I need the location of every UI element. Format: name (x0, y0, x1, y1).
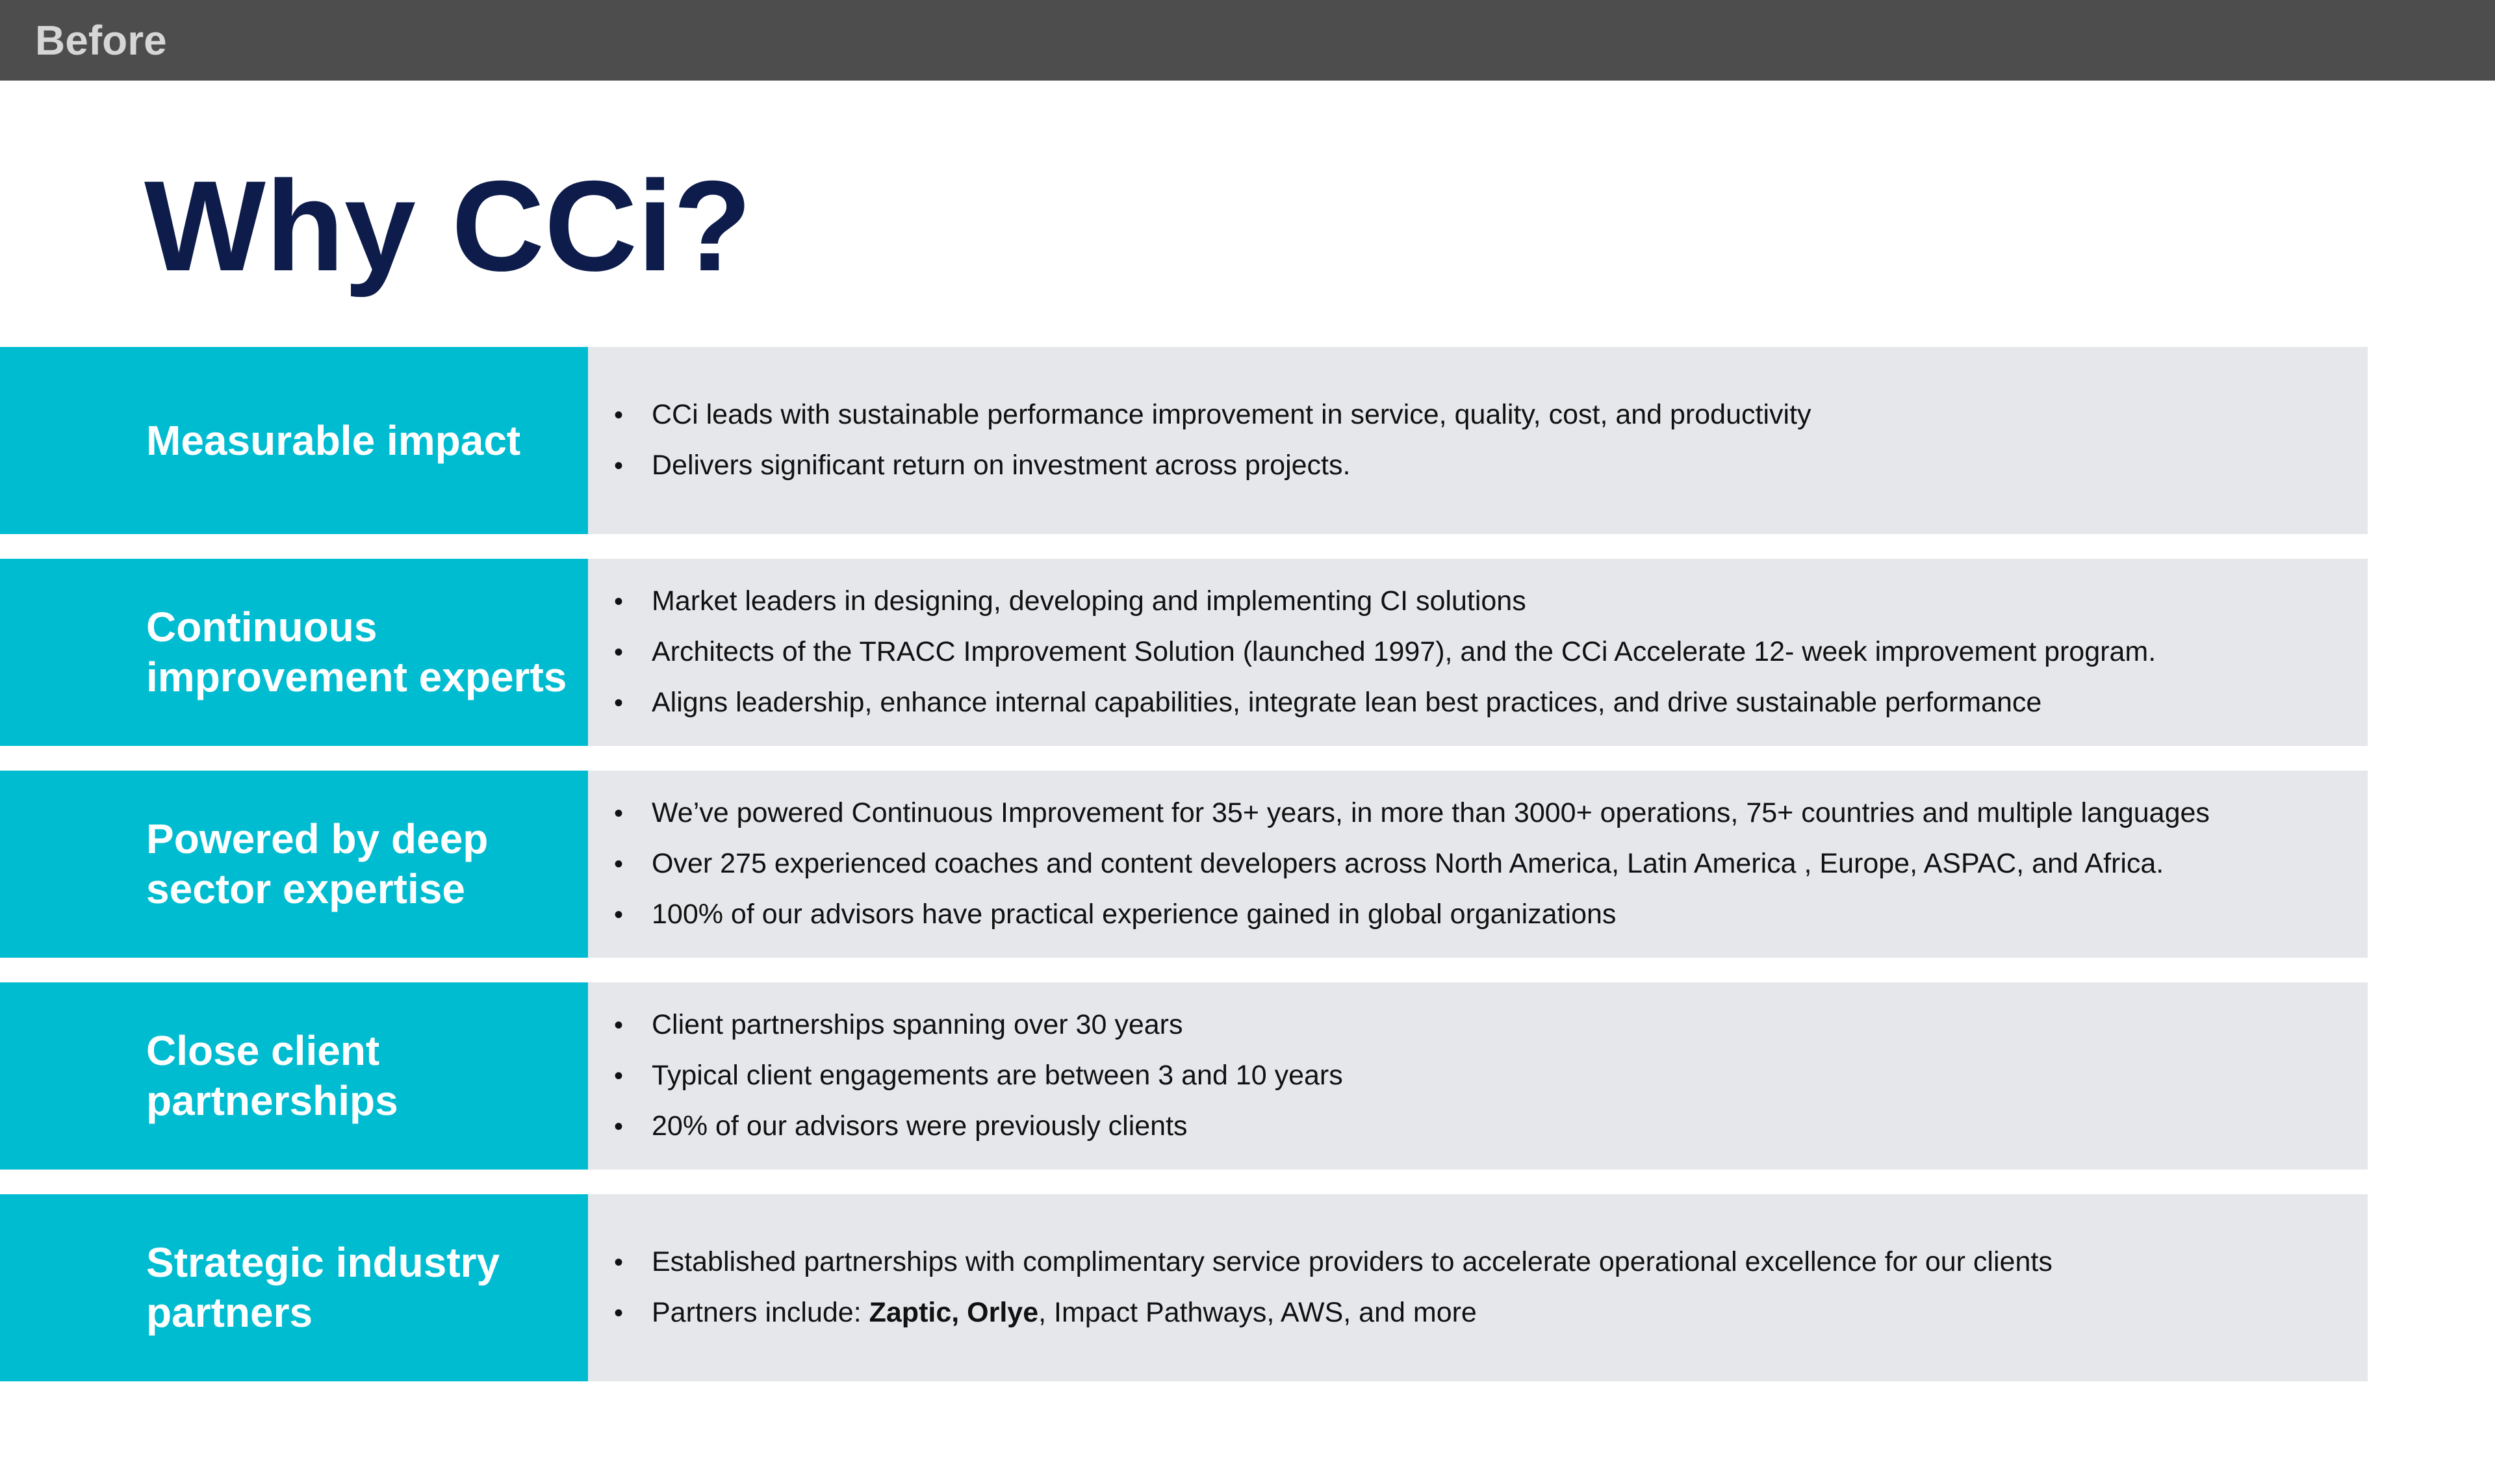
partners-prefix: Partners include: (652, 1297, 869, 1328)
row-close-client-partnerships (0, 982, 2368, 1170)
bullet-icon: • (614, 638, 624, 667)
row-label-box (0, 559, 588, 746)
list-item (614, 627, 2368, 678)
list-item (614, 576, 2368, 627)
list-item (614, 1000, 2368, 1051)
list-item (614, 1237, 2368, 1288)
list-item-text (652, 1288, 1477, 1338)
row-label: Continuous improvement experts (146, 604, 567, 700)
row-content (588, 1194, 2368, 1381)
page-title: Why CCi? (144, 154, 752, 298)
list-item (614, 788, 2368, 839)
list-item-text: Delivers significant return on investment across projects. (652, 450, 1351, 481)
row-strategic-industry-partners (0, 1194, 2368, 1381)
row-content (588, 559, 2368, 746)
row-continuous-improvement-experts (0, 559, 2368, 746)
list-item-text: We’ve powered Continuous Improvement for 35+ years, in more than 3000+ operations, 75+ countries and multiple languages (652, 797, 2210, 828)
row-label-box (0, 771, 588, 958)
header-label: Before (35, 17, 167, 64)
feature-rows (0, 347, 2368, 1406)
list-item-text: Architects of the TRACC Improvement Solution (launched 1997), and the CCi Accelerate 12- week improvement program. (652, 636, 2156, 667)
list-item-text: Aligns leadership, enhance internal capabilities, integrate lean best practices, and drive sustainable performance (652, 687, 2042, 718)
row-content (588, 771, 2368, 958)
bullet-icon: • (614, 901, 624, 929)
list-item (614, 390, 2368, 441)
list-item-text: Over 275 experienced coaches and content developers across North America, Latin America , Europe, ASPAC, and Africa. (652, 848, 2164, 879)
bullet-icon: • (614, 799, 624, 828)
row-label: Powered by deep sector expertise (146, 815, 489, 912)
bullet-icon: • (614, 689, 624, 717)
list-item-text: Market leaders in designing, developing and implementing CI solutions (652, 585, 1526, 617)
row-content (588, 347, 2368, 534)
row-measurable-impact (0, 347, 2368, 534)
row-label: Strategic industry partners (146, 1239, 500, 1336)
row-content (588, 982, 2368, 1170)
list-item (614, 839, 2368, 889)
partners-suffix: , Impact Pathways, AWS, and more (1038, 1297, 1477, 1328)
list-item-text: Client partnerships spanning over 30 years (652, 1009, 1183, 1040)
bullet-icon: • (614, 1248, 624, 1277)
partners-bold: Zaptic, Orlye (869, 1297, 1039, 1328)
list-item (614, 441, 2368, 491)
bullet-icon: • (614, 587, 624, 616)
row-label-box (0, 1194, 588, 1381)
list-item (614, 1101, 2368, 1152)
bullet-icon: • (614, 1299, 624, 1327)
list-item (614, 889, 2368, 940)
bullet-icon: • (614, 401, 624, 429)
list-item-text: 100% of our advisors have practical experience gained in global organizations (652, 899, 1617, 930)
row-deep-sector-expertise (0, 771, 2368, 958)
row-label: Measurable impact (146, 416, 521, 464)
bullet-icon: • (614, 850, 624, 878)
bullet-icon: • (614, 1011, 624, 1040)
bullet-icon: • (614, 1112, 624, 1141)
row-label-box (0, 347, 588, 534)
row-label-box (0, 982, 588, 1170)
list-item-text: 20% of our advisors were previously clients (652, 1110, 1188, 1142)
bullet-icon: • (614, 452, 624, 480)
header-bar (0, 0, 2495, 81)
row-label: Close client partnerships (146, 1027, 398, 1124)
list-item (614, 1288, 2368, 1338)
list-item-text: CCi leads with sustainable performance improvement in service, quality, cost, and productivity (652, 399, 1811, 430)
bullet-icon: • (614, 1062, 624, 1090)
list-item-text: Typical client engagements are between 3 and 10 years (652, 1060, 1343, 1091)
list-item (614, 678, 2368, 728)
list-item (614, 1051, 2368, 1101)
list-item-text: Established partnerships with complimentary service providers to accelerate operational excellence for our clients (652, 1246, 2053, 1277)
